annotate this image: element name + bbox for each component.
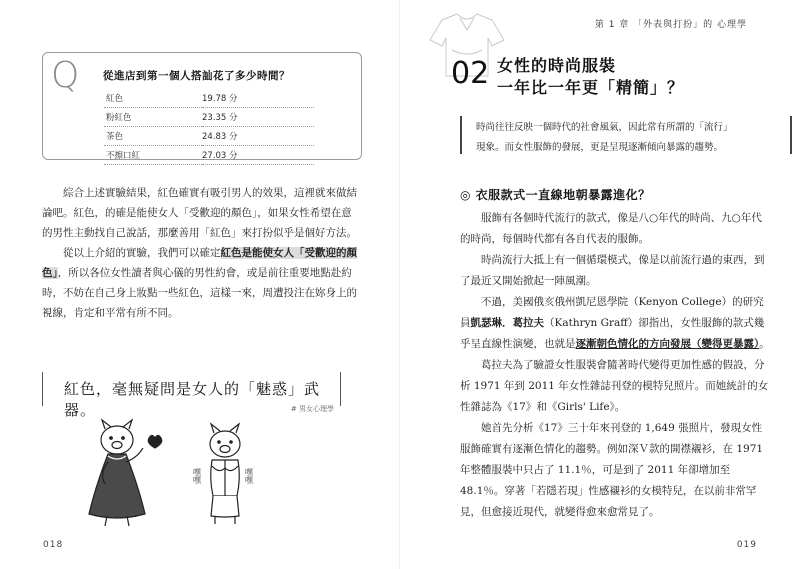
sound-effect-left: 嘿嘿: [192, 468, 202, 484]
sound-effect-right: 嘿嘿: [244, 468, 254, 484]
paragraph: [460, 292, 770, 355]
row-time: 23.35 分: [202, 113, 238, 123]
section-summary: [460, 116, 792, 154]
survey-box: [42, 52, 362, 160]
quote-bar-left: [42, 372, 43, 406]
hashtag: # 男女心理學: [290, 405, 334, 413]
running-head: 第 1 章 「外表與打扮」的 心理學: [594, 20, 747, 30]
highlighted-text: 紅色是能使女人「受歡迎的顏色」: [42, 247, 357, 279]
summary-line: 時尚往往反映一個時代的社會風氣，因此常有所謂的「流行」: [476, 122, 733, 133]
row-color: 茶色: [106, 132, 124, 142]
underlined-text: 逐漸朝色情化的方向發展（變得更暴露）: [575, 338, 760, 350]
researcher-name: 凱瑟琳．葛拉夫: [470, 317, 544, 329]
row-time: 19.78 分: [202, 94, 238, 104]
paragraph: [42, 243, 360, 323]
summary-line: 現象。而女性服飾的發展，更是呈現逐漸傾向暴露的趨勢。: [476, 142, 724, 153]
page-number-left: 018: [43, 540, 64, 550]
paragraph: 綜合上述實驗結果，紅色確實有吸引男人的效果，這裡就來做結論吧。紅色，的確是能使女人「受歡迎的顏色」，如果女性希望在意的男性主動找自己說話，那麼善用「紅色」來打扮似乎是個好方法。: [42, 187, 357, 239]
paragraph: 時尚流行大抵上有一個循環模式，像是以前流行過的東西，到了最近又開始掀起一陣風潮。: [460, 254, 765, 287]
table-row: [104, 146, 314, 165]
pig-couple-illustration: [75, 418, 275, 530]
left-body-text: [42, 183, 360, 323]
row-color: 紅色: [106, 94, 124, 104]
text-run: 。: [759, 338, 770, 350]
right-body-text: [460, 208, 770, 523]
row-time: 24.83 分: [202, 132, 238, 142]
paragraph: 她首先分析《17》三十年來刊登的 1,649 張照片，發現女性服飾確實有逐漸色情化的趨勢。例如深Ｖ款的開襟襯衫，在 1971 年整體服裝中只占了 11.1％，可是到了 2011 年卻增加至 48.1％。穿著「若隱若現」性感襯衫的女模特兒，在以前非常罕見，但愈接近現代，就變得愈來愈常見了。: [460, 422, 764, 518]
text-run: 從以上介紹的實驗，我們可以確定: [63, 247, 221, 259]
survey-table: [104, 89, 314, 165]
pull-quote: [42, 372, 342, 419]
quote-text: 紅色，毫無疑問是女人的「魅惑」武器。: [64, 380, 321, 419]
table-row: [104, 89, 314, 108]
section-title-line: 女性的時尚服裝: [497, 56, 617, 75]
survey-question: 從進店到第一個人搭訕花了多少時間？: [103, 70, 290, 82]
text-run: ，所以各位女性讀者與心儀的男性約會，或是前往重要地點赴約時，不妨在自己身上妝點一些紅色，這樣一來，周遭投注在妳身上的視線，肯定和平常有所不同。: [42, 267, 357, 319]
q-letter: Q: [51, 55, 80, 96]
row-color: 粉紅色: [106, 113, 132, 123]
table-row: [104, 127, 314, 146]
section-title: [497, 55, 684, 99]
text-run: 不過，美國俄亥俄州凱尼恩學院（Kenyon College）的研究員: [460, 296, 764, 329]
table-row: [104, 108, 314, 127]
section-title-line: 一年比一年更「精簡」？: [497, 78, 685, 97]
paragraph: 服飾有各個時代流行的款式，像是八○年代的時尚、九○年代的時尚，每個時代都有各自代表的服飾。: [460, 212, 762, 245]
paragraph: 葛拉夫為了驗證女性服裝會隨著時代變得更加性感的假設，分析 1971 年到 2011 年女性雜誌刊登的模特兒照片。而她統計的女性雜誌為《17》和《Girls' Life》。: [460, 359, 769, 413]
row-time: 27.03 分: [202, 151, 238, 161]
subheading: ◎ 衣服款式一直線地朝暴露進化？: [460, 188, 651, 202]
section-number: 02: [451, 56, 490, 91]
page-number-right: 019: [736, 540, 757, 550]
row-color: 不擦口紅: [106, 151, 141, 161]
text-run: （Kathryn Graff）卻指出，女性服飾的款式幾乎呈直線性演變，也就是: [460, 317, 765, 350]
